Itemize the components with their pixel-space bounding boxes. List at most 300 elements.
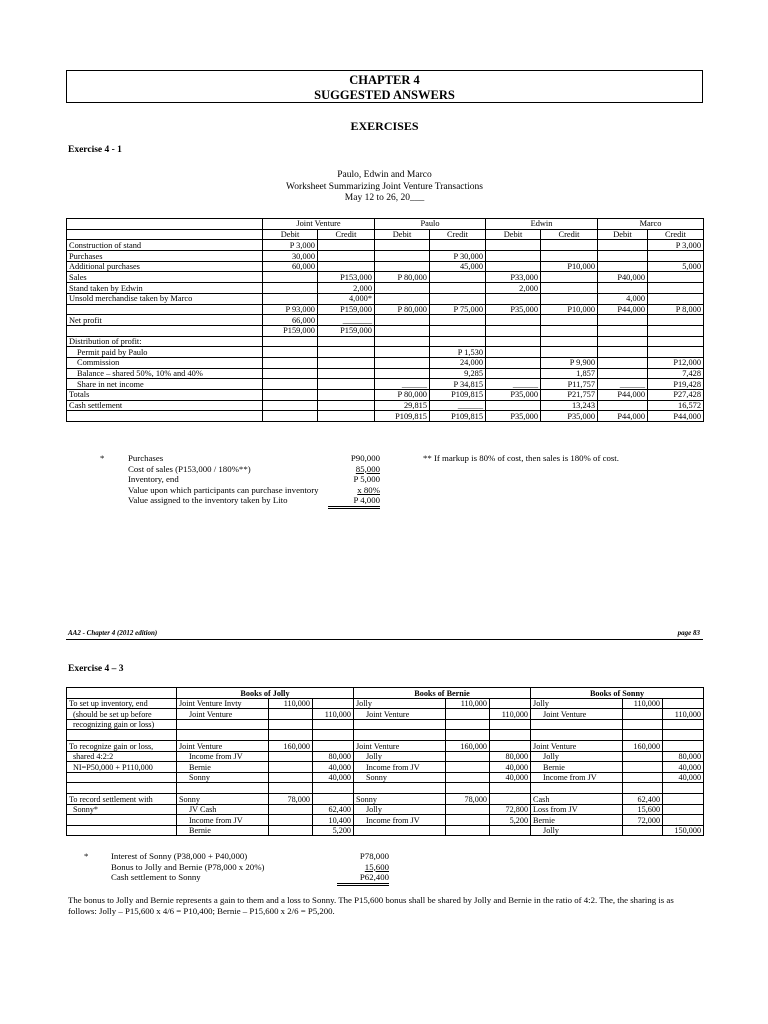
worksheet-title-3: May 12 to 26, 20___ xyxy=(344,193,425,203)
account-name: Joint Venture xyxy=(354,740,446,751)
debit-amount: 110,000 xyxy=(446,698,490,709)
row-value xyxy=(430,315,486,326)
account-name: Income from JV xyxy=(177,815,269,826)
debit-header: Debit xyxy=(486,229,541,240)
row-value: P12,000 xyxy=(648,357,704,368)
row-value xyxy=(318,336,375,347)
credit-amount xyxy=(663,815,704,826)
entry-description: shared 4:2:2 xyxy=(67,751,177,762)
row-value: 29,815 xyxy=(375,400,430,411)
books-of-bernie: Books of Bernie xyxy=(354,688,531,699)
debit-amount xyxy=(446,730,490,741)
credit-amount xyxy=(663,730,704,741)
credit-amount: 72,800 xyxy=(490,804,531,815)
row-value xyxy=(486,400,541,411)
row-value xyxy=(263,368,318,379)
debit-amount xyxy=(269,719,313,730)
row-value xyxy=(318,390,375,401)
note-amount: P78,000 xyxy=(359,851,389,861)
books-row xyxy=(67,730,704,741)
worksheet-row xyxy=(67,411,704,422)
debit-amount xyxy=(446,815,490,826)
debit-amount xyxy=(623,709,663,720)
exercise-3-label: Exercise 4 – 3 xyxy=(68,664,124,674)
row-value xyxy=(598,336,648,347)
account-name xyxy=(531,730,623,741)
row-value xyxy=(318,400,375,411)
note-amount: 85,000 xyxy=(355,463,380,474)
row-value xyxy=(263,283,318,294)
account-name xyxy=(531,783,623,794)
row-value xyxy=(486,240,541,251)
credit-amount: 40,000 xyxy=(663,772,704,783)
credit-amount xyxy=(490,793,531,804)
worksheet-row xyxy=(67,368,704,379)
group-marco: Marco xyxy=(598,219,704,230)
debit-amount xyxy=(446,783,490,794)
row-value xyxy=(263,390,318,401)
debit-amount xyxy=(269,730,313,741)
row-value: 4,000* xyxy=(318,293,375,304)
row-value: ______ xyxy=(430,400,486,411)
row-value: 60,000 xyxy=(263,261,318,272)
note-label: Purchases xyxy=(128,453,164,463)
books-row xyxy=(67,772,704,783)
footer-divider xyxy=(66,639,703,640)
account-name: Joint Venture xyxy=(531,740,623,751)
entry-description: (should be set up before xyxy=(67,709,177,720)
footnote-star: * xyxy=(84,851,89,861)
note-line xyxy=(111,862,411,873)
note-line xyxy=(111,872,411,883)
note-label: Interest of Sonny (P38,000 + P40,000) xyxy=(111,851,248,861)
row-label: Permit paid by Paulo xyxy=(67,347,263,358)
account-name xyxy=(531,719,623,730)
credit-amount: 80,000 xyxy=(490,751,531,762)
row-value: P 93,000 xyxy=(263,304,318,315)
row-value xyxy=(541,240,598,251)
note-line xyxy=(128,464,398,475)
debit-amount: 110,000 xyxy=(623,698,663,709)
row-value xyxy=(541,283,598,294)
row-value: P159,000 xyxy=(318,325,375,336)
debit-amount xyxy=(446,709,490,720)
row-value: P 9,900 xyxy=(541,357,598,368)
row-value: 4,000 xyxy=(598,293,648,304)
row-value: P 80,000 xyxy=(375,304,430,315)
exercise-1-label: Exercise 4 - 1 xyxy=(68,145,122,155)
credit-amount xyxy=(490,698,531,709)
books-row xyxy=(67,793,704,804)
credit-amount: 40,000 xyxy=(490,772,531,783)
row-value: P44,000 xyxy=(598,304,648,315)
debit-amount xyxy=(623,719,663,730)
credit-amount xyxy=(313,698,354,709)
worksheet-row xyxy=(67,240,704,251)
group-edwin: Edwin xyxy=(486,219,598,230)
row-value: P44,000 xyxy=(598,390,648,401)
note-amount: P 4,000 xyxy=(328,495,380,509)
row-value xyxy=(318,261,375,272)
debit-amount xyxy=(269,825,313,836)
group-paulo: Paulo xyxy=(375,219,486,230)
row-label xyxy=(67,325,263,336)
worksheet-table xyxy=(66,218,704,422)
row-value xyxy=(430,336,486,347)
row-value xyxy=(375,368,430,379)
worksheet-row xyxy=(67,325,704,336)
credit-amount: 80,000 xyxy=(663,751,704,762)
credit-amount xyxy=(313,793,354,804)
row-value xyxy=(541,293,598,304)
row-label: Cash settlement xyxy=(67,400,263,411)
note-label: Cash settlement to Sonny xyxy=(111,872,201,883)
entry-description: NI=P50,000 + P110,000 xyxy=(67,762,177,773)
credit-amount xyxy=(490,783,531,794)
credit-amount: 5,200 xyxy=(313,825,354,836)
note-label: Bonus to Jolly and Bernie (P78,000 x 20%) xyxy=(111,861,265,872)
row-value: 16,572 xyxy=(648,400,704,411)
account-name: Income from JV xyxy=(177,751,269,762)
debit-amount: 15,600 xyxy=(623,804,663,815)
credit-amount: 10,400 xyxy=(313,815,354,826)
books-row xyxy=(67,719,704,730)
worksheet-row xyxy=(67,390,704,401)
group-joint-venture: Joint Venture xyxy=(263,219,375,230)
row-value xyxy=(430,325,486,336)
worksheet-row xyxy=(67,304,704,315)
account-name: Income from JV xyxy=(354,815,446,826)
row-value: 13,243 xyxy=(541,400,598,411)
debit-amount xyxy=(623,772,663,783)
note-line xyxy=(128,485,398,496)
worksheet-row xyxy=(67,336,704,347)
note-amount: P90,000 xyxy=(350,453,380,463)
row-label: Share in net income xyxy=(67,379,263,390)
account-name xyxy=(354,719,446,730)
row-value xyxy=(375,336,430,347)
row-value xyxy=(375,347,430,358)
worksheet-title-2: Worksheet Summarizing Joint Venture Transactions xyxy=(286,181,483,192)
row-value xyxy=(430,240,486,251)
note-line xyxy=(128,474,398,485)
row-value xyxy=(648,336,704,347)
row-label: Balance – shared 50%, 10% and 40% xyxy=(67,368,263,379)
debit-amount: 78,000 xyxy=(269,793,313,804)
chapter-title: CHAPTER 4 xyxy=(349,73,420,87)
worksheet-row xyxy=(67,283,704,294)
books-of-sonny: Books of Sonny xyxy=(531,688,704,699)
row-value xyxy=(375,315,430,326)
row-value: 45,000 xyxy=(430,261,486,272)
note-amount: P62,400 xyxy=(337,872,389,886)
section-title: EXERCISES xyxy=(350,119,419,133)
worksheet-row xyxy=(67,293,704,304)
account-name: Joint Venture xyxy=(177,740,269,751)
entry-description xyxy=(67,815,177,826)
note-amount: x 80% xyxy=(357,484,380,495)
row-value xyxy=(598,325,648,336)
credit-amount xyxy=(490,825,531,836)
row-value: 2,000 xyxy=(318,283,375,294)
row-value: 2,000 xyxy=(486,283,541,294)
row-value xyxy=(263,272,318,283)
row-label xyxy=(67,411,263,422)
credit-amount: 40,000 xyxy=(490,762,531,773)
row-value: 9,285 xyxy=(430,368,486,379)
account-name xyxy=(177,730,269,741)
row-value xyxy=(598,283,648,294)
row-value: P10,000 xyxy=(541,261,598,272)
row-value: P11,757 xyxy=(541,379,598,390)
account-name: Jolly xyxy=(354,751,446,762)
row-label: Purchases xyxy=(67,251,263,262)
row-label: Construction of stand xyxy=(67,240,263,251)
credit-amount xyxy=(663,740,704,751)
row-label: Stand taken by Edwin xyxy=(67,283,263,294)
row-value xyxy=(598,261,648,272)
row-value xyxy=(598,400,648,411)
credit-header: Credit xyxy=(430,229,486,240)
row-value xyxy=(598,251,648,262)
debit-amount: 160,000 xyxy=(623,740,663,751)
note-line xyxy=(128,495,398,506)
row-value xyxy=(375,251,430,262)
account-name: Joint Venture xyxy=(354,709,446,720)
row-value xyxy=(541,272,598,283)
account-name: Joint Venture xyxy=(177,709,269,720)
row-value: P159,000 xyxy=(263,325,318,336)
row-value: P 80,000 xyxy=(375,390,430,401)
row-value xyxy=(375,261,430,272)
note-amount: 15,600 xyxy=(364,861,389,872)
row-value xyxy=(263,400,318,411)
row-value xyxy=(263,347,318,358)
books-header xyxy=(67,688,704,699)
worksheet-subheader xyxy=(67,229,704,240)
entry-description xyxy=(67,730,177,741)
account-name: Sonny xyxy=(354,793,446,804)
books-row xyxy=(67,804,704,815)
row-value xyxy=(263,357,318,368)
debit-amount xyxy=(623,762,663,773)
entry-description: recognizing gain or loss) xyxy=(67,719,177,730)
credit-amount xyxy=(663,719,704,730)
row-value xyxy=(541,251,598,262)
debit-header: Debit xyxy=(598,229,648,240)
row-value xyxy=(486,368,541,379)
account-name: Loss from JV xyxy=(531,804,623,815)
account-name: Income from JV xyxy=(354,762,446,773)
row-value xyxy=(375,357,430,368)
books-row xyxy=(67,825,704,836)
worksheet-row xyxy=(67,347,704,358)
row-value xyxy=(486,315,541,326)
row-value: P 80,000 xyxy=(375,272,430,283)
entry-description: Sonny* xyxy=(67,804,177,815)
row-value xyxy=(541,325,598,336)
worksheet-group-header xyxy=(67,219,704,230)
debit-header: Debit xyxy=(263,229,318,240)
row-value: _______ xyxy=(318,315,375,326)
row-value xyxy=(318,411,375,422)
credit-amount xyxy=(663,804,704,815)
books-of-jolly: Books of Jolly xyxy=(177,688,354,699)
account-name: Cash xyxy=(531,793,623,804)
row-value xyxy=(318,240,375,251)
row-value xyxy=(648,315,704,326)
credit-amount xyxy=(313,719,354,730)
row-value xyxy=(375,240,430,251)
account-name: Sonny xyxy=(177,793,269,804)
row-value xyxy=(541,336,598,347)
row-value: P153,000 xyxy=(318,272,375,283)
row-value xyxy=(648,251,704,262)
notes-list xyxy=(128,453,398,506)
row-value: ______ xyxy=(486,379,541,390)
debit-amount xyxy=(269,804,313,815)
account-name: JV Cash xyxy=(177,804,269,815)
row-value: P33,000 xyxy=(486,272,541,283)
worksheet-row xyxy=(67,261,704,272)
account-name: Sonny xyxy=(354,772,446,783)
note-label: Cost of sales (P153,000 / 180%**) xyxy=(128,463,251,474)
account-name: Jolly xyxy=(354,698,446,709)
row-value xyxy=(318,251,375,262)
row-value xyxy=(263,379,318,390)
note-label: Value assigned to the inventory taken by Lito xyxy=(128,495,288,506)
credit-amount xyxy=(490,730,531,741)
entry-description xyxy=(67,825,177,836)
debit-amount: 62,400 xyxy=(623,793,663,804)
debit-amount: 160,000 xyxy=(269,740,313,751)
worksheet-title-1: Paulo, Edwin and Marco xyxy=(337,170,432,180)
row-value: 5,000 xyxy=(648,261,704,272)
row-value: P44,000 xyxy=(598,411,648,422)
chapter-title-box xyxy=(66,70,703,103)
debit-amount xyxy=(446,772,490,783)
debit-amount: 78,000 xyxy=(446,793,490,804)
row-value xyxy=(486,347,541,358)
worksheet-row xyxy=(67,272,704,283)
row-value xyxy=(541,347,598,358)
footer-right: page 83 xyxy=(677,629,700,637)
entry-description xyxy=(67,783,177,794)
row-value: P21,757 xyxy=(541,390,598,401)
row-value xyxy=(318,347,375,358)
row-value: 66,000 xyxy=(263,315,318,326)
books-row xyxy=(67,698,704,709)
worksheet-row xyxy=(67,315,704,326)
debit-amount: 72,000 xyxy=(623,815,663,826)
row-value xyxy=(486,261,541,272)
worksheet-row xyxy=(67,251,704,262)
row-value xyxy=(598,240,648,251)
notes-list xyxy=(111,851,411,883)
credit-amount xyxy=(313,730,354,741)
row-value xyxy=(430,283,486,294)
row-value xyxy=(598,347,648,358)
debit-amount xyxy=(269,751,313,762)
account-name xyxy=(177,783,269,794)
row-label: Distribution of profit: xyxy=(67,336,263,347)
debit-amount xyxy=(446,762,490,773)
worksheet-row xyxy=(67,357,704,368)
credit-amount: 40,000 xyxy=(663,762,704,773)
row-value: P 75,000 xyxy=(430,304,486,315)
credit-amount: 40,000 xyxy=(313,772,354,783)
row-value xyxy=(375,293,430,304)
row-value xyxy=(318,368,375,379)
worksheet-heading xyxy=(66,170,703,205)
row-value xyxy=(648,283,704,294)
debit-amount xyxy=(269,709,313,720)
note-line xyxy=(111,851,411,862)
account-name: Joint Venture xyxy=(531,709,623,720)
row-label: Totals xyxy=(67,390,263,401)
debit-amount xyxy=(269,815,313,826)
account-name: Bernie xyxy=(177,762,269,773)
chapter-subtitle: SUGGESTED ANSWERS xyxy=(314,88,455,102)
row-value: P109,815 xyxy=(430,390,486,401)
account-name: Jolly xyxy=(354,804,446,815)
debit-amount xyxy=(269,772,313,783)
books-row xyxy=(67,815,704,826)
credit-amount xyxy=(313,740,354,751)
row-value: P44,000 xyxy=(648,411,704,422)
debit-amount xyxy=(446,804,490,815)
row-value xyxy=(648,293,704,304)
credit-amount xyxy=(490,719,531,730)
row-value xyxy=(486,251,541,262)
footnote-star: * xyxy=(100,453,105,463)
row-value: P19,428 xyxy=(648,379,704,390)
debit-amount: 110,000 xyxy=(269,698,313,709)
credit-header: Credit xyxy=(541,229,598,240)
row-value: P35,000 xyxy=(541,411,598,422)
note-amount: P 5,000 xyxy=(353,474,380,485)
books-row xyxy=(67,751,704,762)
row-value xyxy=(430,272,486,283)
credit-amount: 80,000 xyxy=(313,751,354,762)
row-value xyxy=(263,336,318,347)
row-value: P 1,530 xyxy=(430,347,486,358)
row-value: 24,000 xyxy=(430,357,486,368)
row-value: ______ xyxy=(375,379,430,390)
row-value: P 34,815 xyxy=(430,379,486,390)
books-row xyxy=(67,783,704,794)
row-value: P27,428 xyxy=(648,390,704,401)
books-row xyxy=(67,740,704,751)
footer-left: AA2 - Chapter 4 (2012 edition) xyxy=(68,629,158,637)
credit-amount xyxy=(663,783,704,794)
debit-amount xyxy=(269,783,313,794)
debit-amount xyxy=(623,783,663,794)
row-value xyxy=(375,325,430,336)
account-name: Bernie xyxy=(531,762,623,773)
row-value: P159,000 xyxy=(318,304,375,315)
debit-amount xyxy=(623,730,663,741)
account-name: Jolly xyxy=(531,825,623,836)
books-row xyxy=(67,762,704,773)
worksheet-row xyxy=(67,400,704,411)
account-name: Sonny xyxy=(177,772,269,783)
account-name xyxy=(354,783,446,794)
row-value xyxy=(598,357,648,368)
row-value xyxy=(263,293,318,304)
row-value xyxy=(486,336,541,347)
debit-amount xyxy=(446,751,490,762)
